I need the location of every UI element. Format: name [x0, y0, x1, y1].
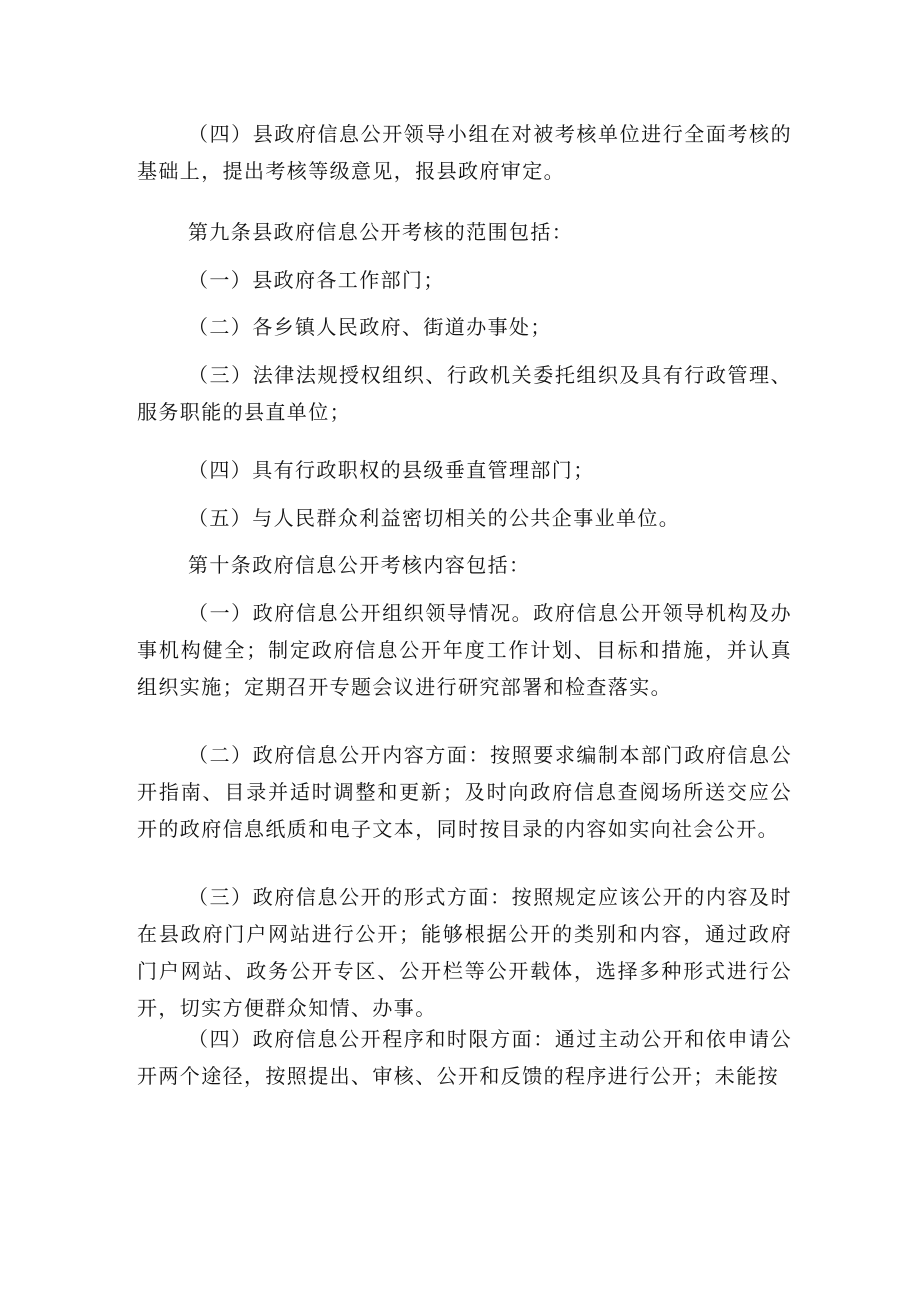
- paragraph-content-4: （四）政府信息公开程序和时限方面：通过主动公开和依申请公开两个途径，按照提出、审核、公开和反馈的程序进行公开；未能按: [137, 1027, 792, 1088]
- paragraph-article-10: 第十条政府信息公开考核内容包括：: [188, 553, 531, 577]
- paragraph-content-2: （二）政府信息公开内容方面：按照要求编制本部门政府信息公开指南、目录并适时调整和更新；及时向政府信息查阅场所送交应公开的政府信息纸质和电子文本，同时按目录的内容如实向社会公开。: [137, 743, 792, 841]
- paragraph-article-9: 第九条县政府信息公开考核的范围包括：: [188, 220, 574, 244]
- paragraph-content-3: （三）政府信息公开的形式方面：按照规定应该公开的内容及时在县政府门户网站进行公开；能够根据公开的类别和内容，通过政府门户网站、政务公开专区、公开栏等公开载体，选择多种形式进行公开，切实方便群众知情、办事。: [137, 885, 792, 1020]
- paragraph-scope-4: （四）具有行政职权的县级垂直管理部门；: [188, 458, 595, 482]
- paragraph-leading-group-review: （四）县政府信息公开领导小组在对被考核单位进行全面考核的基础上，提出考核等级意见，报县政府审定。: [137, 122, 792, 183]
- paragraph-scope-2: （二）各乡镇人民政府、街道办事处；: [188, 315, 552, 339]
- paragraph-scope-3: （三）法律法规授权组织、行政机关委托组织及具有行政管理、服务职能的县直单位；: [137, 363, 792, 424]
- paragraph-content-1: （一）政府信息公开组织领导情况。政府信息公开领导机构及办事机构健全；制定政府信息公开年度工作计划、目标和措施，并认真组织实施；定期召开专题会议进行研究部署和检查落实。: [137, 601, 792, 699]
- paragraph-scope-1: （一）县政府各工作部门；: [188, 268, 445, 292]
- paragraph-scope-5: （五）与人民群众利益密切相关的公共企事业单位。: [188, 506, 681, 530]
